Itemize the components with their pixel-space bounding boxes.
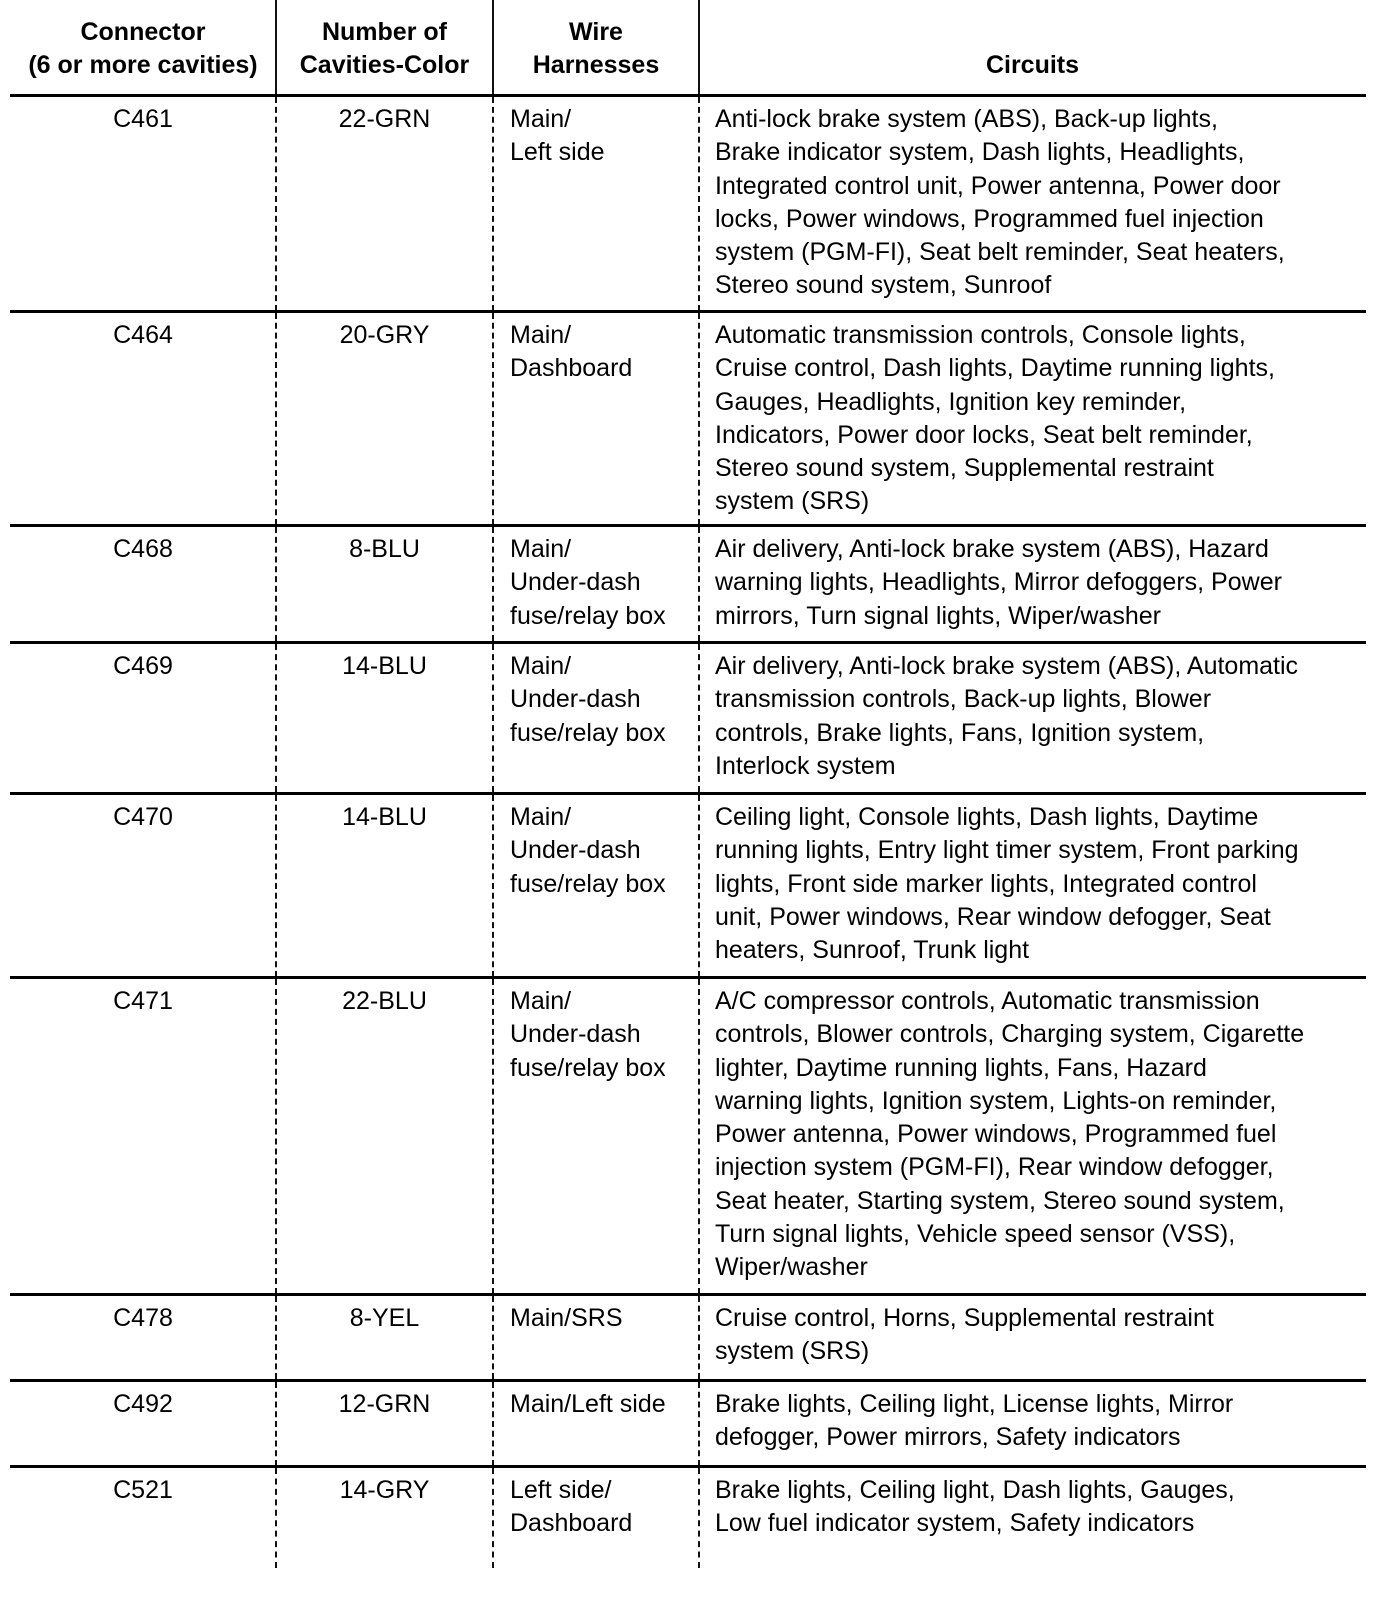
- connector-cell: C461: [113, 105, 173, 133]
- table-row: [10, 1296, 1366, 1379]
- circuits-cell: Cruise control, Horns, Supplemental restraint system (SRS): [715, 1304, 1214, 1366]
- table-row: [10, 979, 1366, 1294]
- table-row: [10, 1468, 1366, 1568]
- circuits-cell: Brake lights, Ceiling light, License lights, Mirror defogger, Power mirrors, Safety indicators: [715, 1390, 1234, 1452]
- column-divider: [698, 644, 700, 792]
- table-row: [10, 97, 1366, 311]
- connector-cell: C469: [113, 652, 173, 680]
- circuits-cell: Air delivery, Anti-lock brake system (ABS), Automatic transmission controls, Back-up lights, Blower controls, Brake lights, Fans, Ignition system, Interlock system: [715, 652, 1299, 780]
- harness-cell: Main/SRS: [510, 1304, 623, 1332]
- column-divider: [492, 527, 494, 641]
- circuits-cell: Ceiling light, Console lights, Dash lights, Daytime running lights, Entry light timer system, Front parking lights, Front side marker lights, Integrated control unit, Power windows, Rear window defogger, Seat heaters, Sunroof, Trunk light: [715, 803, 1299, 965]
- header-cavities: Number of Cavities-Color: [299, 18, 470, 79]
- circuits-cell: Air delivery, Anti-lock brake system (ABS), Hazard warning lights, Headlights, Mirror defoggers, Power mirrors, Turn signal lights, Wiper/washer: [715, 535, 1282, 630]
- column-divider: [698, 979, 700, 1294]
- harness-cell: Left side/ Dashboard: [510, 1476, 633, 1538]
- column-divider: [275, 97, 277, 311]
- column-divider: [275, 1468, 277, 1568]
- cavities-cell: 8-YEL: [349, 1304, 420, 1332]
- cavities-cell: 22-BLU: [342, 987, 427, 1015]
- column-divider: [698, 527, 700, 641]
- table-row: [10, 795, 1366, 977]
- harness-cell: Main/ Under-dash fuse/relay box: [510, 987, 666, 1082]
- column-divider: [492, 1296, 494, 1379]
- connector-cell: C492: [113, 1390, 173, 1418]
- column-divider: [275, 1296, 277, 1379]
- cavities-cell: 14-BLU: [342, 803, 427, 831]
- circuits-cell: Automatic transmission controls, Console lights, Cruise control, Dash lights, Daytime running lights, Gauges, Headlights, Ignition key reminder, Indicators, Power door locks, Seat belt reminder, Stereo sound system, Supplemental restraint system (SRS): [715, 321, 1275, 516]
- circuits-cell: A/C compressor controls, Automatic transmission controls, Blower controls, Charging system, Cigarette lighter, Daytime running lights, Fans, Hazard warning lights, Ignition system, Lights-on reminder, Power antenna, Power windows, Programmed fuel injection system (PGM-FI), Rear window defogger, Seat heater, Starting system, Stereo sound system, Turn signal lights, Vehicle speed sensor (VSS), Wiper/washer: [715, 987, 1305, 1282]
- harness-cell: Main/Left side: [510, 1390, 666, 1418]
- column-divider: [698, 97, 700, 311]
- column-divider: [275, 979, 277, 1294]
- table-row: [10, 1382, 1366, 1466]
- column-divider: [275, 795, 277, 977]
- header-connector: Connector (6 or more cavities): [28, 18, 258, 79]
- circuits-cell: Brake lights, Ceiling light, Dash lights, Gauges, Low fuel indicator system, Safety indicators: [715, 1476, 1235, 1538]
- connector-cell: C468: [113, 535, 173, 563]
- column-divider: [492, 313, 494, 525]
- column-divider: [698, 1468, 700, 1568]
- header-circuits: Circuits: [985, 51, 1080, 79]
- connector-cell: C478: [113, 1304, 173, 1332]
- column-divider: [698, 313, 700, 525]
- table-row: [10, 527, 1366, 641]
- harness-cell: Main/ Under-dash fuse/relay box: [510, 803, 666, 898]
- column-divider: [275, 644, 277, 792]
- column-divider: [492, 0, 494, 96]
- column-divider: [492, 979, 494, 1294]
- table-row: [10, 644, 1366, 792]
- cavities-cell: 22-GRN: [338, 105, 431, 133]
- harness-cell: Main/ Under-dash fuse/relay box: [510, 652, 666, 747]
- table-header: [10, 0, 1366, 96]
- column-divider: [698, 795, 700, 977]
- harness-cell: Main/ Left side: [510, 105, 605, 167]
- connector-table: [10, 0, 1366, 1602]
- column-divider: [275, 1382, 277, 1466]
- connector-cell: C464: [113, 321, 173, 349]
- column-divider: [275, 0, 277, 96]
- column-divider: [492, 795, 494, 977]
- connector-cell: C521: [113, 1476, 173, 1504]
- connector-cell: C470: [113, 803, 173, 831]
- cavities-cell: 8-BLU: [349, 535, 420, 563]
- cavities-cell: 20-GRY: [339, 321, 430, 349]
- column-divider: [492, 97, 494, 311]
- header-harness: Wire Harnesses: [532, 18, 660, 79]
- column-divider: [698, 1382, 700, 1466]
- column-divider: [698, 0, 700, 96]
- connector-cell: C471: [113, 987, 173, 1015]
- circuits-cell: Anti-lock brake system (ABS), Back-up lights, Brake indicator system, Dash lights, Headlights, Integrated control unit, Power antenna, Power door locks, Power windows, Programmed fuel injection system (PGM-FI), Seat belt reminder, Seat heaters, Stereo sound system, Sunroof: [715, 105, 1285, 300]
- column-divider: [275, 527, 277, 641]
- cavities-cell: 12-GRN: [338, 1390, 431, 1418]
- harness-cell: Main/ Dashboard: [510, 321, 633, 383]
- column-divider: [698, 1296, 700, 1379]
- column-divider: [492, 644, 494, 792]
- harness-cell: Main/ Under-dash fuse/relay box: [510, 535, 666, 630]
- cavities-cell: 14-BLU: [342, 652, 427, 680]
- column-divider: [275, 313, 277, 525]
- column-divider: [492, 1382, 494, 1466]
- table-row: [10, 313, 1366, 525]
- column-divider: [492, 1468, 494, 1568]
- cavities-cell: 14-GRY: [339, 1476, 430, 1504]
